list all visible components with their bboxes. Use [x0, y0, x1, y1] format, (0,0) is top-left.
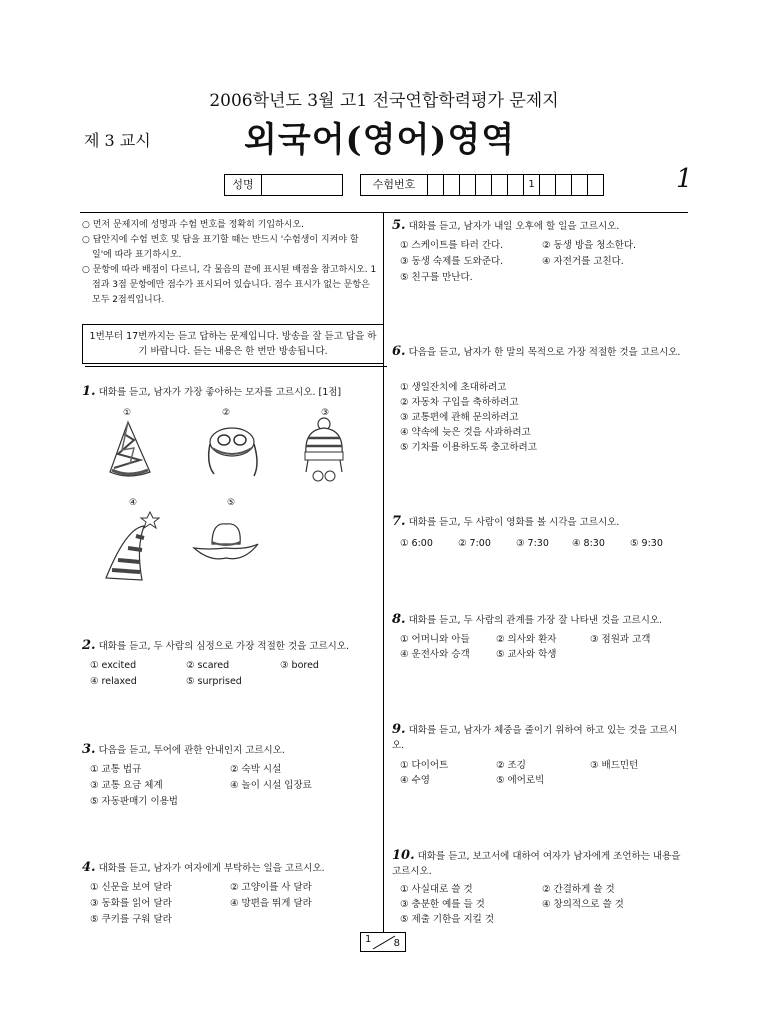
exam-number-cell[interactable] — [492, 175, 508, 195]
question-number: 8. — [392, 612, 406, 627]
question-text: 대화를 듣고, 두 사람이 영화를 볼 시각을 고르시오. — [408, 517, 620, 528]
question-number: 9. — [392, 722, 406, 737]
exam-number-cell[interactable] — [588, 175, 603, 195]
aviator-hat-image[interactable] — [198, 420, 268, 482]
question-number: 2. — [82, 638, 96, 653]
answer-option[interactable]: ① 스케이트를 타러 간다. — [400, 240, 504, 251]
question-number: 6. — [392, 344, 406, 359]
answer-option[interactable]: ④ 망편을 뛰게 달라 — [230, 898, 312, 909]
page-total: 8 — [393, 938, 400, 949]
question-2 — [82, 638, 378, 654]
exam-number-cell[interactable] — [444, 175, 460, 195]
answer-option[interactable]: ⑤ 에어로빅 — [496, 775, 545, 786]
question-text: 대화를 듣고, 보고서에 대하여 여자가 남자에게 조언하는 내용을 고르시오. — [392, 851, 681, 877]
name-box — [224, 174, 343, 196]
hat-option-label[interactable]: ⑤ — [227, 498, 236, 508]
answer-option[interactable]: ② 조깅 — [496, 760, 526, 771]
answer-option[interactable]: ③ 배드민턴 — [590, 760, 639, 771]
column-divider — [383, 212, 384, 932]
question-number: 1. — [82, 384, 96, 399]
hat-option-label[interactable]: ③ — [321, 408, 330, 418]
name-label: 성명 — [225, 175, 262, 195]
exam-number-cell[interactable] — [476, 175, 492, 195]
page-number: 1 — [676, 164, 693, 194]
question-6 — [392, 344, 688, 360]
answer-option[interactable]: ④ 운전사와 승객 — [400, 649, 470, 660]
answer-option[interactable]: ⑤ 기차를 이용하도록 충고하려고 — [400, 442, 537, 453]
answer-option[interactable]: ③ 7:30 — [516, 538, 549, 549]
answer-option[interactable]: ⑤ 제출 기한을 지킬 것 — [400, 914, 495, 925]
cowboy-hat-image[interactable] — [190, 514, 262, 574]
question-number: 5. — [392, 218, 406, 233]
answer-option[interactable]: ③ 점원과 고객 — [590, 634, 651, 645]
question-text: 대화를 듣고, 두 사람의 심정으로 가장 적절한 것을 고르시오. — [98, 641, 350, 652]
answer-option[interactable]: ② 간결하게 쓸 것 — [542, 884, 615, 895]
answer-option[interactable]: ① 생일잔치에 초대하려고 — [400, 382, 507, 393]
answer-option[interactable]: ① 신문을 보여 달라 — [90, 882, 172, 893]
answer-option[interactable]: ④ relaxed — [90, 676, 137, 687]
answer-option[interactable]: ④ 놀이 시설 입장료 — [230, 780, 312, 791]
answer-option[interactable]: ① 교통 법규 — [90, 764, 142, 775]
instruction-item: ○ 답안지에 수험 번호 및 답을 표기할 때는 반드시 '수험생이 지켜야 할 일'에 따라 표기하시오. — [82, 235, 359, 260]
hat-option-label[interactable]: ① — [123, 408, 132, 418]
question-text: 다음을 듣고, 남자가 한 말의 목적으로 가장 적절한 것을 고르시오. — [408, 347, 681, 358]
page-indicator — [360, 932, 406, 952]
answer-option[interactable]: ④ 자전거를 고친다. — [542, 256, 624, 267]
header-divider — [80, 212, 688, 213]
answer-option[interactable]: ② 동생 방을 청소한다. — [542, 240, 637, 251]
answer-option[interactable]: ① excited — [90, 660, 137, 671]
answer-option[interactable]: ④ 창의적으로 쓸 것 — [542, 899, 624, 910]
answer-option[interactable]: ⑤ 친구를 만난다. — [400, 272, 473, 283]
answer-option[interactable]: ③ 충분한 예를 들 것 — [400, 899, 485, 910]
question-3 — [82, 742, 378, 758]
period-label: 제 3 교시 — [84, 131, 151, 150]
question-text: 다음을 듣고, 투어에 관한 안내인지 고르시오. — [98, 745, 285, 756]
answer-option[interactable]: ② 7:00 — [458, 538, 491, 549]
instructions — [82, 218, 378, 308]
answer-option[interactable]: ① 다이어트 — [400, 760, 449, 771]
answer-option[interactable]: ③ 교통편에 관해 문의하려고 — [400, 412, 519, 423]
exam-number-cell[interactable] — [428, 175, 444, 195]
page-current: 1 — [365, 934, 372, 945]
answer-option[interactable]: ② 고양이를 사 달라 — [230, 882, 312, 893]
question-number: 3. — [82, 742, 96, 757]
knit-hat-image[interactable] — [298, 416, 354, 486]
instruction-item: ○ 문항에 따라 배점이 다르니, 각 물음의 끝에 표시된 배점을 참고하시오. 1점과 3점 문항에만 점수가 표시되어 있습니다. 점수 표시가 없는 문항은 모두 2점씩입니다. — [82, 265, 377, 305]
exam-number-label: 수험번호 — [361, 175, 428, 195]
exam-number-cell[interactable] — [572, 175, 588, 195]
question-9 — [392, 722, 688, 753]
answer-option[interactable]: ③ 동생 숙제를 도와준다. — [400, 256, 504, 267]
answer-option[interactable]: ② 의사와 환자 — [496, 634, 557, 645]
exam-number-cell[interactable]: 1 — [524, 175, 540, 195]
answer-option[interactable]: ⑤ 쿠키를 구워 달라 — [90, 914, 172, 925]
listening-notice: 1번부터 17번까지는 듣고 답하는 문제입니다. 방송을 잘 듣고 답을 하기 바랍니다. 듣는 내용은 한 번만 방송됩니다. — [82, 324, 384, 364]
question-5 — [392, 218, 688, 234]
answer-option[interactable]: ① 어머니와 아들 — [400, 634, 470, 645]
instruction-item: ○ 먼저 문제지에 성명과 수험 번호를 정확히 기입하시오. — [82, 220, 305, 230]
exam-number-box — [360, 174, 604, 196]
name-field[interactable] — [262, 175, 342, 195]
hat-option-label[interactable]: ④ — [129, 498, 138, 508]
subject-title: 외국어(영어)영역 — [244, 120, 516, 160]
question-text: 대화를 듣고, 남자가 가장 좋아하는 모자를 고르시오. [1점] — [98, 387, 342, 398]
question-number: 7. — [392, 514, 406, 529]
question-number: 10. — [392, 848, 415, 863]
witch-hat-image[interactable] — [96, 508, 160, 584]
question-7 — [392, 514, 688, 530]
answer-option[interactable]: ③ 교통 요금 체계 — [90, 780, 163, 791]
answer-option[interactable]: ③ bored — [280, 660, 319, 671]
answer-option[interactable]: ③ 동화를 읽어 달라 — [90, 898, 172, 909]
answer-option[interactable]: ④ 약속에 늦은 것을 사과하려고 — [400, 427, 531, 438]
exam-number-cell[interactable] — [556, 175, 572, 195]
answer-option[interactable]: ② 자동차 구입을 축하하려고 — [400, 397, 519, 408]
answer-option[interactable]: ④ 수영 — [400, 775, 430, 786]
answer-option[interactable]: ⑤ 교사와 학생 — [496, 649, 557, 660]
question-1 — [82, 384, 378, 400]
party-hat-image[interactable] — [104, 420, 156, 482]
answer-option[interactable]: ⑤ 자동판매기 이용법 — [90, 796, 178, 807]
question-text: 대화를 듣고, 남자가 여자에게 부탁하는 일을 고르시오. — [98, 863, 325, 874]
answer-option[interactable]: ⑤ 9:30 — [630, 538, 663, 549]
question-4 — [82, 860, 378, 876]
exam-number-cell[interactable] — [540, 175, 556, 195]
question-10 — [392, 848, 688, 879]
question-text: 대화를 듣고, 남자가 내일 오후에 할 일을 고르시오. — [408, 221, 620, 232]
answer-option[interactable]: ① 사실대로 쓸 것 — [400, 884, 473, 895]
exam-title: 2006학년도 3월 고1 전국연합학력평가 문제지 — [209, 91, 559, 111]
question-number: 4. — [82, 860, 96, 875]
question-text: 대화를 듣고, 남자가 체중을 줄이기 위하여 하고 있는 것을 고르시오. — [392, 725, 678, 751]
exam-number-cell[interactable] — [460, 175, 476, 195]
answer-option[interactable]: ① 6:00 — [400, 538, 433, 549]
answer-option[interactable]: ⑤ surprised — [186, 676, 242, 687]
question-text: 대화를 듣고, 두 사람의 관계를 가장 잘 나타낸 것을 고르시오. — [408, 615, 663, 626]
answer-option[interactable]: ② scared — [186, 660, 230, 671]
answer-option[interactable]: ② 숙박 시설 — [230, 764, 282, 775]
hat-option-label[interactable]: ② — [222, 408, 231, 418]
question-8 — [392, 612, 688, 628]
exam-number-cell[interactable] — [508, 175, 524, 195]
answer-option[interactable]: ④ 8:30 — [572, 538, 605, 549]
